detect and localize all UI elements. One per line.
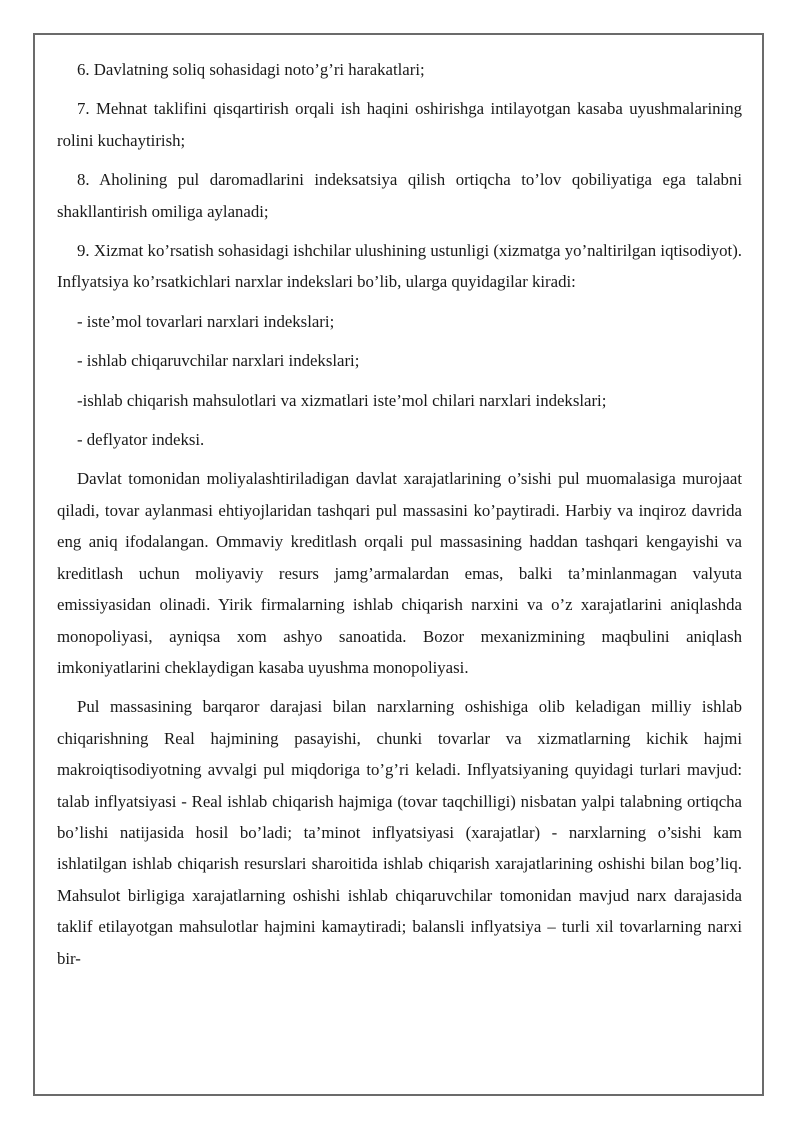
paragraph-item-8: 8. Aholining pul daromadlarini indeksatsiya qilish ortiqcha to’lov qobiliyatiga ega talabni shakllantirish omiliga aylanadi; [57, 170, 742, 221]
list-item-deflator-index: - deflyator indeksi. [77, 430, 205, 450]
list-item-production-price-index: -ishlab chiqarish mahsulotlari va xizmatlari iste’mol chilari narxlari indekslari; [77, 390, 607, 410]
paragraph-item-9: 9. Xizmat ko’rsatish sohasidagi ishchilar ulushining ustunligi (xizmatga yo’naltirilgan iqtisodiyot). Inflyatsiya ko’rsatkichlari narxlar indekslari bo’lib, ularga quyidagilar kiradi: [57, 241, 742, 292]
paragraph-government-spending: Davlat tomonidan moliyalashtiriladigan davlat xarajatlarining o’sishi pul muomalasiga murojaat qiladi, tovar aylanmasi ehtiyojlaridan tashqari pul massasini ko’paytiradi. Harbiy va inqiroz davrida eng aniq ifodalangan. Ommaviy kreditlash orqali pul massasining haddan tashqari kengayishi va kreditlash uchun moliyaviy resurs jamg’armalardan emas, balki ta’minlanmagan valyuta emissiyasidan olinadi. Yirik firmalarning ishlab chiqarish narxini va o’z xarajatlarini aniqlashda monopoliyasi, ayniqsa xom ashyo sanoatida. Bozor mexanizmining maqbulini aniqlash imkoniyatlarini cheklaydigan kasaba uyushma monopoliyasi. [57, 469, 742, 677]
list-item-consumer-price-index: - iste’mol tovarlari narxlari indekslari; [77, 311, 335, 331]
paragraph-item-6: 6. Davlatning soliq sohasidagi noto’g’ri harakatlari; [77, 60, 425, 79]
paragraph-inflation-types: Pul massasining barqaror darajasi bilan narxlarning oshishiga olib keladigan milliy ishlab chiqarishning Real hajmining pasayishi, chunki tovarlar va xizmatlarning kichik hajmi makroiqtisodiyotning avvalgi pul miqdoriga to’g’ri keladi. Inflyatsiyaning quyidagi turlari mavjud: talab inflyatsiyasi - Real ishlab chiqarish hajmiga (tovar taqchilligi) nisbatan yalpi talabning ortiqcha bo’lishi natijasida hosil bo’ladi; ta’minot inflyatsiyasi (xarajatlar) - narxlarning o’sishi kam ishlatilgan ishlab chiqarish resurslari sharoitida ishlab chiqarish xarajatlarining oshishi bilan bog’liq. Mahsulot birligiga xarajatlarning oshishi ishlab chiqaruvchilar tomonidan mavjud narx darajasida taklif etilayotgan mahsulotlar hajmini kamaytiradi; balansli inflyatsiya – turli xil tovarlarning narxi bir- [57, 697, 742, 968]
document-body [57, 54, 742, 982]
list-item-producer-price-index: - ishlab chiqaruvchilar narxlari indekslari; [77, 351, 360, 371]
paragraph-item-7: 7. Mehnat taklifini qisqartirish orqali ish haqini oshirishga intilayotgan kasaba uyushmalarining rolini kuchaytirish; [57, 99, 742, 150]
